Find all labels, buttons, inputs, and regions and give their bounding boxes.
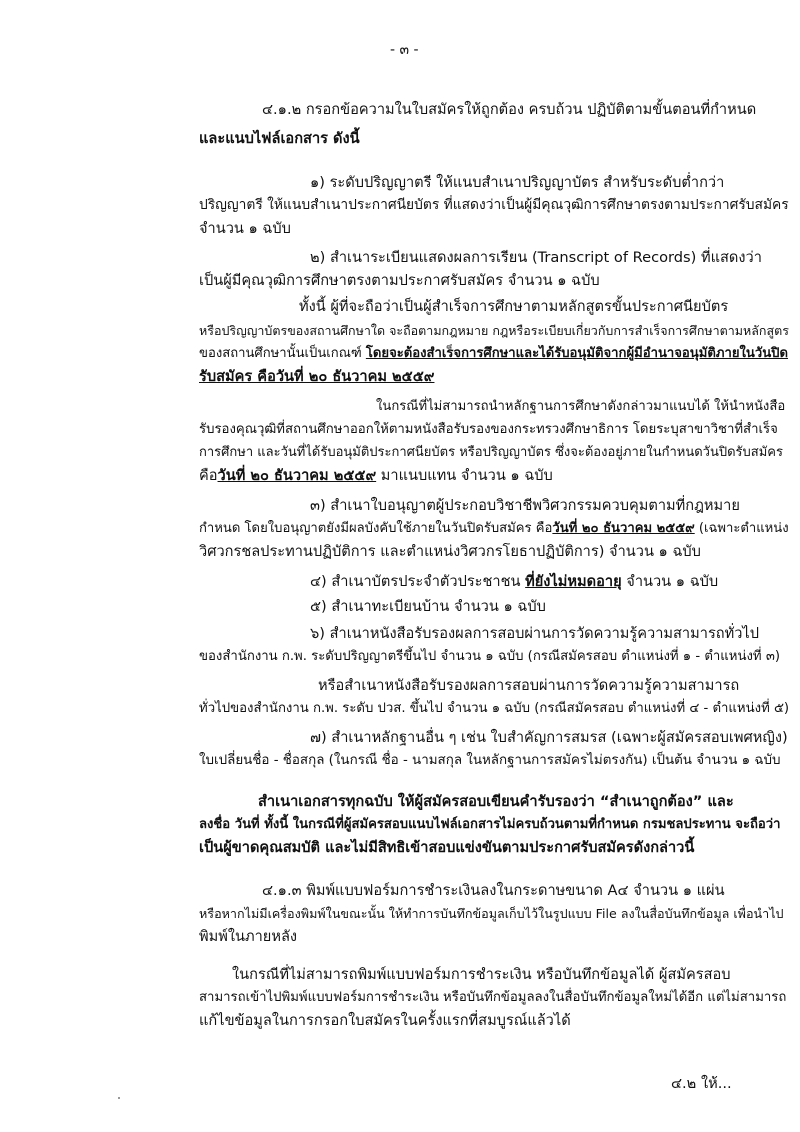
item2-line1: ๒) สำเนาระเบียนแสดงผลการเรียน (Transcript of Records) ที่แสดงว่า: [310, 249, 762, 266]
item3-line2-suffix: (เฉพาะตำแหน่ง: [694, 521, 789, 536]
item6-line1: ๖) สำเนาหนังสือรับรองผลการสอบผ่านการวัดความรู้ความสามารถทั่วไป: [310, 625, 760, 642]
item1-line3: จำนวน ๑ ฉบับ: [199, 220, 291, 237]
item4-line: [310, 571, 718, 592]
item2-line2: เป็นผู้มีคุณวุฒิการศึกษาตรงตามประกาศรับสมัคร จำนวน ๑ ฉบับ: [199, 272, 600, 289]
section-4-1-3-line1: ๔.๑.๓ พิมพ์แบบฟอร์มการชำระเงินลงในกระดาษขนาด A๔ จำนวน ๑ แผ่น: [262, 882, 725, 899]
item4-emphasis: ที่ยังไม่หมดอายุ: [525, 573, 622, 590]
section-4-1-3-line3: พิมพ์ในภายหลัง: [199, 928, 298, 945]
item6-line4: ทั่วไปของสำนักงาน ก.พ. ระดับ ปวส. ขึ้นไป จำนวน ๑ ฉบับ (กรณีสมัครสอบ ตำแหน่งที่ ๔ - ตำแหน่งที่ ๕): [199, 701, 790, 716]
item2-line6-deadline: รับสมัคร คือวันที่ ๒๐ ธันวาคม ๒๕๕๙: [199, 368, 435, 385]
section-4-1-3-line2: หรือหากไม่มีเครื่องพิมพ์ในขณะนั้น ให้ทำการบันทึกข้อมูลเก็บไว้ในรูปแบบ File ลงในสื่อบันทึกข้อมูล เพื่อนำไป: [199, 906, 784, 921]
item7-line2: ใบเปลี่ยนชื่อ - ชื่อสกุล (ในกรณี ชื่อ - นามสกุล ในหลักฐานการสมัครไม่ตรงกัน) เป็นต้น จำนวน ๑ ฉบับ: [199, 753, 781, 768]
closing-line2: สามารถเข้าไปพิมพ์แบบฟอร์มการชำระเงิน หรือบันทึกข้อมูลลงในสื่อบันทึกข้อมูลใหม่ได้อีก แต่ไม่สามารถ: [199, 990, 787, 1005]
notice-line2: ลงชื่อ วันที่ ทั้งนี้ ในกรณีที่ผู้สมัครสอบแนบไฟล์เอกสารไม่ครบถ้วนตามที่กำหนด กรมชลประทาน จะถือว่า: [199, 817, 781, 832]
closing-line1: ในกรณีที่ไม่สามารถพิมพ์แบบฟอร์มการชำระเงิน หรือบันทึกข้อมูลได้ ผู้สมัครสอบ: [232, 966, 731, 983]
next-page-marker: ๔.๒ ให้...: [671, 1075, 732, 1092]
item3-line1: ๓) สำเนาใบอนุญาตผู้ประกอบวิชาชีพวิศวกรรมควบคุมตามที่กฎหมาย: [310, 497, 740, 514]
item2-line3: ทั้งนี้ ผู้ที่จะถือว่าเป็นผู้สำเร็จการศึกษาตามหลักสูตรขั้นประกาศนียบัตร: [299, 298, 729, 315]
item2-line4: หรือปริญญาบัตรของสถานศึกษาใด จะถือตามกฎหมาย กฎหรือระเบียบเกี่ยวกับการสำเร็จการศึกษาตามหลักสูตร: [199, 323, 789, 338]
item2-line5-emphasis: โดยจะต้องสำเร็จการศึกษาและได้รับอนุมัติจากผู้มีอำนาจอนุมัติภายในวันปิด: [365, 346, 789, 361]
item2-line5: [199, 343, 788, 364]
item2-line10-suffix: มาแนบแทน จำนวน ๑ ฉบับ: [376, 467, 553, 484]
notice-line1: สำเนาเอกสารทุกฉบับ ให้ผู้สมัครสอบเขียนคำรับรองว่า “สำเนาถูกต้อง” และ: [258, 793, 734, 810]
closing-line3: แก้ไขข้อมูลในการกรอกใบสมัครในครั้งแรกที่สมบูรณ์แล้วได้: [199, 1012, 571, 1029]
item2-line10-prefix: คือ: [199, 467, 218, 484]
item6-line3: หรือสำเนาหนังสือรับรองผลการสอบผ่านการวัดความรู้ความสามารถ: [318, 677, 740, 694]
item2-line5-text: ของสถานศึกษานั้นเป็นเกณฑ์: [199, 346, 366, 361]
section-4-1-2-line2: และแนบไฟล์เอกสาร ดังนี้: [199, 130, 360, 147]
section-4-1-2-line1: ๔.๑.๒ กรอกข้อความในใบสมัครให้ถูกต้อง ครบถ้วน ปฏิบัติตามขั้นตอนที่กำหนด: [262, 101, 757, 118]
notice-line3: เป็นผู้ขาดคุณสมบัติ และไม่มีสิทธิเข้าสอบแข่งขันตามประกาศรับสมัครดังกล่าวนี้: [199, 839, 695, 856]
item2-line7: ในกรณีที่ไม่สามารถนำหลักฐานการศึกษาดังกล่าวมาแนบได้ ให้นำหนังสือ: [376, 399, 786, 414]
item2-line8: รับรองคุณวุฒิที่สถานศึกษาออกให้ตามหนังสือรับรองของกระทรวงศึกษาธิการ โดยระบุสาขาวิชาที่สำเร็จ: [199, 422, 778, 437]
item2-line9: การศึกษา และวันที่ได้รับอนุมัติประกาศนียบัตร หรือปริญญาบัตร ซึ่งจะต้องอยู่ภายในกำหนดวันปิดรับสมัคร: [199, 445, 783, 460]
scan-speck: [118, 1097, 120, 1099]
item3-line2-date: วันที่ ๒๐ ธันวาคม ๒๕๕๙: [552, 521, 695, 536]
item5-line: ๕) สำเนาทะเบียนบ้าน จำนวน ๑ ฉบับ: [310, 598, 546, 615]
item6-line2: ของสำนักงาน ก.พ. ระดับปริญญาตรีขึ้นไป จำนวน ๑ ฉบับ (กรณีสมัครสอบ ตำแหน่งที่ ๑ - ตำแหน่งที่ ๓): [199, 649, 780, 664]
page-number: - ๓ -: [390, 42, 419, 58]
item2-line10-date: วันที่ ๒๐ ธันวาคม ๒๕๕๙: [217, 467, 377, 484]
item4-suffix: จำนวน ๑ ฉบับ: [621, 573, 719, 590]
item2-line10: [199, 465, 553, 486]
item3-line2: [199, 518, 789, 539]
item7-line1: ๗) สำเนาหลักฐานอื่น ๆ เช่น ใบสำคัญการสมรส (เฉพาะผู้สมัครสอบเพศหญิง): [310, 729, 788, 746]
item4-text: ๔) สำเนาบัตรประจำตัวประชาชน: [310, 573, 526, 590]
item1-line2: ปริญญาตรี ให้แนบสำเนาประกาศนียบัตร ที่แสดงว่าเป็นผู้มีคุณวุฒิการศึกษาตรงตามประกาศรับสมัคร: [199, 197, 789, 213]
item3-line2-text: กำหนด โดยใบอนุญาตยังมีผลบังคับใช้ภายในวันปิดรับสมัคร คือ: [199, 521, 553, 536]
item3-line3: วิศวกรชลประทานปฏิบัติการ และตำแหน่งวิศวกรโยธาปฏิบัติการ) จำนวน ๑ ฉบับ: [199, 543, 701, 560]
item1-line1: ๑) ระดับปริญญาตรี ให้แนบสำเนาปริญญาบัตร สำหรับระดับต่ำกว่า: [310, 174, 725, 191]
